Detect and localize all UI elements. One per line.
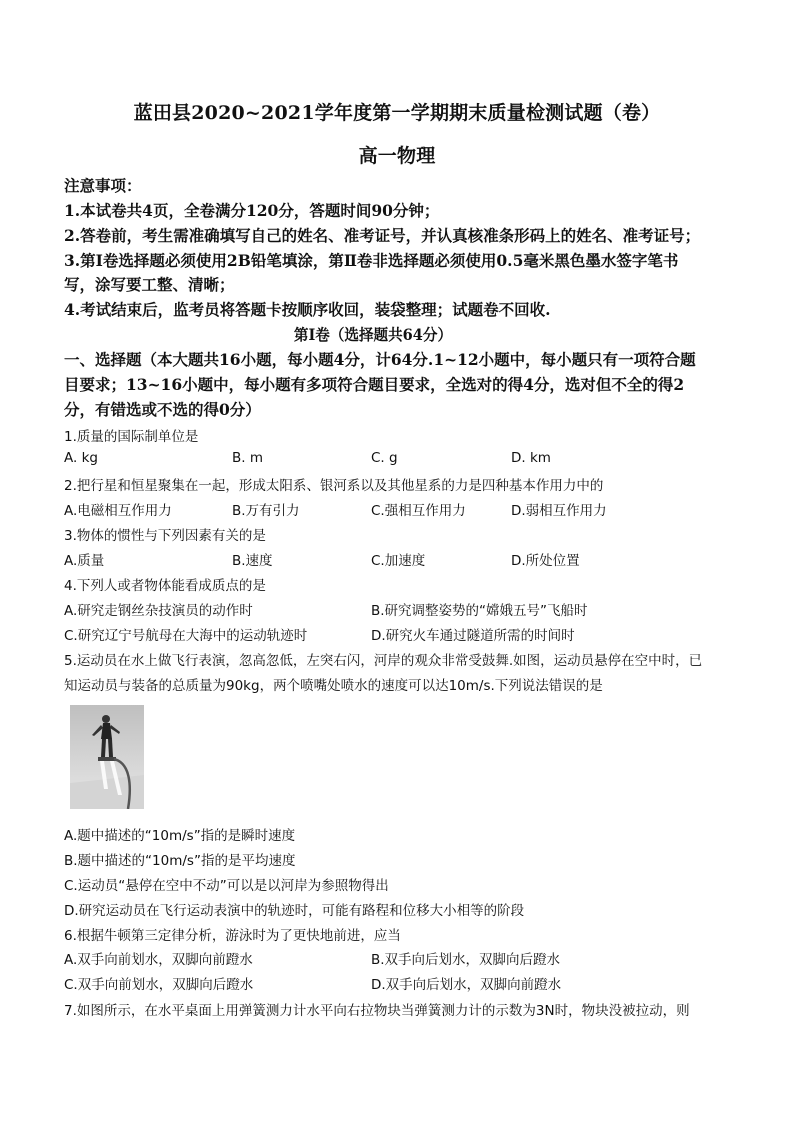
section-intro: 分，有错选或不选的得0分） bbox=[64, 400, 261, 419]
question-1-option-a: A. kg bbox=[64, 450, 98, 466]
question-1-option-d: D. km bbox=[511, 450, 551, 466]
notes-item: 1.本试卷共4页，全卷满分120分，答题时间90分钟； bbox=[64, 201, 440, 220]
question-7-stem: 7.如图所示，在水平桌面上用弹簧测力计水平向右拉物块当弹簧测力计的示数为3N时，物块没被拉动，则 bbox=[64, 1003, 690, 1019]
question-2-option-c: C.强相互作用力 bbox=[371, 503, 466, 519]
question-5-option-c: C.运动员“悬停在空中不动”可以是以河岸为参照物得出 bbox=[64, 878, 389, 894]
exam-subject: 高一物理 bbox=[358, 145, 436, 167]
question-6-option-b: B.双手向后划水，双脚向后蹬水 bbox=[371, 952, 561, 968]
question-5-option-a: A.题中描述的“10m/s”指的是瞬时速度 bbox=[64, 828, 296, 844]
question-6-option-d: D.双手向后划水，双脚向前蹬水 bbox=[371, 977, 562, 993]
question-4-option-d: D.研究火车通过隧道所需的时间时 bbox=[371, 628, 575, 644]
question-2-option-a: A.电磁相互作用力 bbox=[64, 503, 172, 519]
notes-item: 2.答卷前，考生需准确填写自己的姓名、准考证号，并认真核准条形码上的姓名、准考证号； bbox=[64, 226, 701, 245]
question-2-option-b: B.万有引力 bbox=[232, 503, 300, 519]
question-4-option-b: B.研究调整姿势的“嫦娥五号”飞船时 bbox=[371, 603, 588, 619]
notes-item: 4.考试结束后，监考员将答题卡按顺序收回，装袋整理；试题卷不回收. bbox=[64, 300, 551, 319]
question-6-option-a: A.双手向前划水，双脚向前蹬水 bbox=[64, 952, 253, 968]
question-3-option-d: D.所处位置 bbox=[511, 553, 580, 569]
question-6-stem: 6.根据牛顿第三定律分析，游泳时为了更快地前进，应当 bbox=[64, 928, 401, 944]
question-5-option-b: B.题中描述的“10m/s”指的是平均速度 bbox=[64, 853, 296, 869]
question-4-option-c: C.研究辽宁号航母在大海中的运动轨迹时 bbox=[64, 628, 308, 644]
question-2-stem: 2.把行星和恒星聚集在一起，形成太阳系、银河系以及其他星系的力是四种基本作用力中的 bbox=[64, 478, 604, 494]
notes-label: 注意事项： bbox=[64, 176, 142, 195]
section-intro: 一、选择题（本大题共16小题，每小题4分，计64分.1~12小题中，每小题只有一项符合题 bbox=[64, 350, 696, 369]
question-1-option-c: C. g bbox=[371, 450, 398, 466]
section-intro: 目要求；13~16小题中，每小题有多项符合题目要求，全选对的得4分，选对但不全的得2 bbox=[64, 375, 685, 394]
question-4-stem: 4.下列人或者物体能看成质点的是 bbox=[64, 578, 266, 594]
question-4-option-a: A.研究走钢丝杂技演员的动作时 bbox=[64, 603, 253, 619]
flyboard-photo-image bbox=[70, 705, 144, 809]
notes-item: 3.第Ⅰ卷选择题必须使用2B铅笔填涂，第Ⅱ卷非选择题必须使用0.5毫米黑色墨水签字笔书 bbox=[64, 251, 679, 270]
question-3-option-b: B.速度 bbox=[232, 553, 273, 569]
question-6-option-c: C.双手向前划水，双脚向后蹬水 bbox=[64, 977, 254, 993]
question-2-option-d: D.弱相互作用力 bbox=[511, 503, 607, 519]
question-3-option-c: C.加速度 bbox=[371, 553, 426, 569]
question-5-stem: 知运动员与装备的总质量为90kg，两个喷嘴处喷水的速度可以达10m/s.下列说法错误的是 bbox=[64, 678, 603, 694]
notes-item: 写，涂写要工整、清晰； bbox=[64, 275, 235, 294]
question-5-option-d: D.研究运动员在飞行运动表演中的轨迹时，可能有路程和位移大小相等的阶段 bbox=[64, 903, 525, 919]
question-1-option-b: B. m bbox=[232, 450, 263, 466]
question-3-stem: 3.物体的惯性与下列因素有关的是 bbox=[64, 528, 266, 544]
exam-title: 蓝田县2020~2021学年度第一学期期末质量检测试题（卷） bbox=[133, 102, 661, 124]
flyboard-photo bbox=[70, 705, 144, 809]
question-1-stem: 1.质量的国际制单位是 bbox=[64, 429, 199, 445]
part1-heading: 第Ⅰ卷（选择题共64分） bbox=[293, 325, 453, 344]
question-5-stem: 5.运动员在水上做飞行表演，忽高忽低，左突右闪，河岸的观众非常受鼓舞.如图，运动员悬停在空中时，已 bbox=[64, 653, 703, 669]
question-3-option-a: A.质量 bbox=[64, 553, 105, 569]
